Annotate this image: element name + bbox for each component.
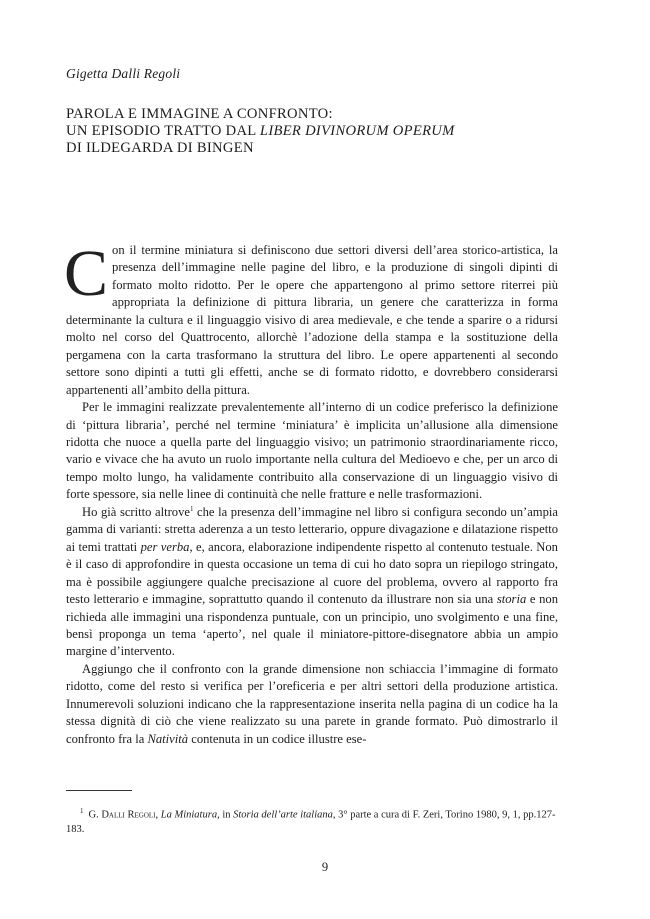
footnote-series-title: Storia dell’arte italiana	[233, 809, 333, 821]
paragraph-3	[66, 504, 558, 661]
footnote-author: G. D	[88, 809, 109, 821]
paragraph-3-part: Ho già scritto altrove	[82, 504, 190, 519]
footnote-work-title: La Miniatura	[160, 809, 218, 821]
paragraph-4-part: Aggiungo che il confronto con la grande dimensione non schiaccia l’immagine di formato ridotto, come del resto si verifica per l’oreficeria e per altri settori della produzione artistica. Innumerevoli soluzioni indicano che la rappresentazione inserita nella pagina di un codice ha la stessa dignità di ciò che viene realizzato su una parete in grande formato. Può dimostrarlo il confronto fra la	[66, 661, 558, 746]
paragraph-3-part: e non richieda alle immagini una rispondenza puntuale, con un principio, uno svolgimento e una fine, bensì proponga un tema ‘aperto’, nel quale il miniatore-pittore-disegnatore abbia un ampio margine d’intervento.	[66, 592, 559, 659]
footnote-author-sc: egoli	[134, 809, 156, 821]
title-line-2-text: UN EPISODIO TRATTO DAL	[66, 123, 260, 139]
title-line-2	[66, 123, 586, 140]
paragraph-1	[64, 237, 558, 399]
footnote-citation: , 3° parte a cura di F. Zeri, Torino 1980, 9, 1, pp.127-183.	[66, 809, 556, 835]
footnote-ref: 1	[189, 504, 194, 513]
paragraph-2: Per le immagini realizzate prevalentemente all’interno di un codice preferisco la definizione di ‘pittura libraria’, perché nel termine ‘miniatura’ è implicita un’allusione alla dimensione ridotta che nuoce a quella parte del linguaggio visivo; un patrimonio straordinariamente ricco, vario e vivace che ha avuto un ruolo importante nella cultura del Medioevo e che, per un arco di tempo molto lungo, ha validamente contribuito alla conservazione di un linguaggio visivo di forte spessore, sia nelle linee di continuità che nelle fratture e nelle trasformazioni.	[66, 400, 558, 502]
title-line-3: DI ILDEGARDA DI BINGEN	[66, 140, 254, 156]
footnote-author-sc: alli	[108, 809, 125, 821]
footnote-number: 1	[80, 807, 84, 815]
footnote-author: R	[124, 809, 135, 821]
paragraph-1-text: on il termine miniatura si definiscono due settori diversi dell’area storico-artistica, la presenza dell’immagine nelle pagine del libro, e la produzione di singoli dipinti di formato molto ridotto. Per le opere che appartengono al primo settore riterrei più appropriata la definizione di pittura libraria, un genere che caratterizza in forma determinante la cultura e il linguaggio visivo di area medievale, e che tende a sparire o a ridursi molto nel corso del Quattrocento, allorchè l’adozione della stampa e la sostituzione della pergamena con la carta trasformano la struttura del libro. Le opere appartenenti al secondo settore sono dipinti a tutti gli effetti, anche se di formato ridotto, e dovrebbero considerarsi appartenenti all’ambito della pittura.	[66, 243, 558, 397]
body-text	[64, 237, 559, 748]
footnote	[66, 804, 558, 838]
footnote-separator: ,	[155, 809, 161, 821]
article-title	[66, 106, 586, 157]
title-line-1: PAROLA E IMMAGINE A CONFRONTO:	[66, 106, 333, 122]
footnote-divider	[66, 790, 132, 791]
author-name: Gigetta Dalli Regoli	[66, 66, 181, 81]
paragraph-4-italic: Natività	[147, 731, 189, 746]
paragraph-3-italic: per verba	[140, 539, 190, 554]
title-line-2-italic: LIBER DIVINORUM OPERUM	[259, 123, 455, 139]
paragraph-3-part: , e, ancora, elaborazione indipendente rispetto al contenuto testuale. Non è il caso di approfondire in questa occasione un tema di cui ho dato sopra un riepilogo stringato, ma è possibile aggiungere qualche precisazione al cuore del problema, ovvero al rapporto fra testo letterario e immagine, soprattutto quando il contenuto da illustrare non sia una	[66, 539, 558, 607]
footnote-connector: , in	[217, 809, 234, 821]
drop-cap: C	[64, 237, 109, 310]
paragraph-3-italic: storia	[496, 592, 527, 607]
page-number: 9	[321, 860, 329, 874]
paragraph-4	[66, 661, 558, 748]
paragraph-4-part: contenuta in un codice illustre ese-	[188, 731, 367, 746]
paragraph-3-part: che la presenza dell’immagine nel libro si configura secondo un’ampia gamma di varianti: stretta aderenza a un testo letterario, oppure divagazione e dilatazione rispetto ai temi trattati	[66, 504, 558, 554]
